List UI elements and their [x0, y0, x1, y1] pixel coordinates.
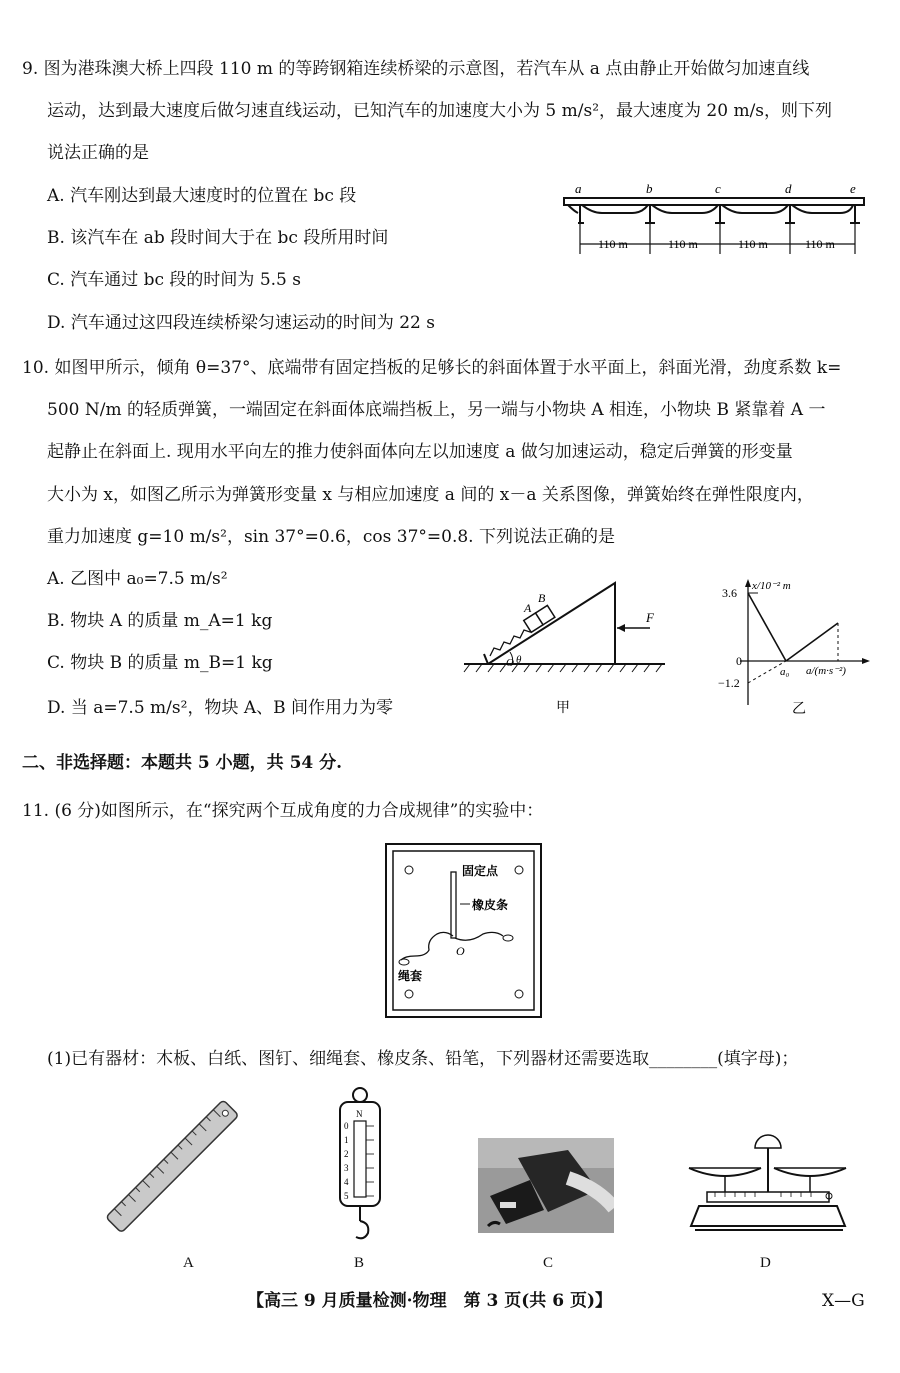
graph-y-axis-label: x/10⁻² m [752, 580, 791, 592]
q10-line2: 500 N/m 的轻质弹簧，一端固定在斜面体底端挡板上，另一端与小物块 A 相连，小物块 B 紧靠着 A 一 [47, 400, 826, 420]
bridge-point-a: a [575, 181, 582, 196]
bridge-point-e: e [850, 181, 856, 196]
q10-option-d: D. 当 a=7.5 m/s²，物块 A、B 间作用力为零 [47, 698, 394, 718]
q10-line1: 10. 如图甲所示，倾角 θ=37°、底端带有固定挡板的足够长的斜面体置于水平面上，斜面光滑，劲度系数 k= [22, 358, 842, 378]
item-a-label: A [183, 1255, 194, 1271]
span-ab-label: 110 m [598, 237, 628, 251]
graph-x-axis-label: a/(m·s⁻²) [806, 665, 846, 677]
scale-mark-5: 5 [344, 1191, 349, 1201]
balance-scale-icon [685, 1130, 850, 1240]
q10-line3: 起静止在斜面上. 现用水平向左的推力使斜面体向左以加速度 a 做匀加速运动，稳定后弹簧的形变量 [47, 442, 793, 462]
graph-y-bottom-tick: −1.2 [718, 676, 740, 690]
ruler-icon [98, 1095, 248, 1240]
fixed-point-label: 固定点 [462, 864, 499, 878]
power-supply-icon [478, 1138, 614, 1233]
knot-o-label: O [456, 944, 465, 958]
bridge-diagram [560, 180, 872, 260]
q9-option-a: A. 汽车刚达到最大速度时的位置在 bc 段 [47, 186, 357, 206]
bridge-point-b: b [646, 181, 653, 196]
q10-option-c: C. 物块 B 的质量 m_B=1 kg [47, 653, 273, 673]
graph-y-top-tick: 3.6 [722, 586, 737, 600]
graph-origin-label: 0 [736, 654, 742, 668]
bridge-point-c: c [715, 181, 721, 196]
force-board-diagram [384, 842, 544, 1020]
loop-label: 绳套 [398, 969, 423, 983]
incline-diagram-jia [460, 578, 670, 718]
q11-sub1: (1)已有器材：木板、白纸、图钉、细绳套、橡皮条、铅笔，下列器材还需要选取________(填字母)； [47, 1049, 799, 1069]
section-2-heading: 二、非选择题：本题共 5 小题，共 54 分. [22, 753, 343, 773]
span-bc-label: 110 m [668, 237, 698, 251]
bridge-point-d: d [785, 181, 792, 196]
footer-page-info: 【高三 9 月质量检测·物理 第 3 页(共 6 页)】 [247, 1291, 613, 1311]
q9-line2: 运动，达到最大速度后做匀速直线运动，已知汽车的加速度大小为 5 m/s²，最大速度为 20 m/s，则下列 [47, 101, 833, 121]
scale-mark-3: 3 [344, 1163, 349, 1173]
x-a-graph-yi [718, 575, 878, 720]
theta-label: θ [516, 654, 522, 666]
item-d-label: D [760, 1255, 771, 1271]
scale-mark-1: 1 [344, 1135, 349, 1145]
q9-line1: 9. 图为港珠澳大桥上四段 110 m 的等跨钢箱连续桥梁的示意图，若汽车从 a 点由静止开始做匀加速直线 [22, 59, 810, 79]
footer-code: X—G [822, 1291, 865, 1311]
q10-option-a: A. 乙图中 a₀=7.5 m/s² [47, 569, 228, 589]
scale-mark-0: 0 [344, 1121, 349, 1131]
item-c-label: C [543, 1255, 554, 1271]
spring-scale-icon [330, 1085, 390, 1245]
q9-option-d: D. 汽车通过这四段连续桥梁匀速运动的时间为 22 s [47, 313, 435, 333]
q9-option-c: C. 汽车通过 bc 段的时间为 5.5 s [47, 270, 301, 290]
q11-line1: 11. (6 分)如图所示，在“探究两个互成角度的力合成规律”的实验中： [22, 801, 544, 821]
figure-jia-caption: 甲 [556, 701, 570, 716]
scale-mark-2: 2 [344, 1149, 349, 1159]
rubber-band-label: 橡皮条 [472, 898, 509, 912]
q10-line5: 重力加速度 g=10 m/s²，sin 37°=0.6，cos 37°=0.8. 下列说法正确的是 [47, 527, 615, 547]
q10-line4: 大小为 x，如图乙所示为弹簧形变量 x 与相应加速度 a 间的 x－a 关系图像，弹簧始终在弹性限度内， [47, 485, 814, 505]
item-b-label: B [354, 1255, 365, 1271]
q10-option-b: B. 物块 A 的质量 m_A=1 kg [47, 611, 273, 631]
span-de-label: 110 m [805, 237, 835, 251]
force-f-label: F [646, 610, 654, 625]
origin-o-label: O [506, 657, 514, 669]
q9-option-b: B. 该汽车在 ab 段时间大于在 bc 段所用时间 [47, 228, 389, 248]
span-cd-label: 110 m [738, 237, 768, 251]
graph-a0-label: a₀ [780, 666, 790, 678]
block-a-label: A [524, 601, 532, 615]
block-b-label: B [538, 591, 546, 605]
scale-unit-label: N [356, 1109, 363, 1119]
scale-mark-4: 4 [344, 1177, 349, 1187]
figure-yi-caption: 乙 [792, 702, 806, 717]
q9-line3: 说法正确的是 [47, 143, 149, 163]
